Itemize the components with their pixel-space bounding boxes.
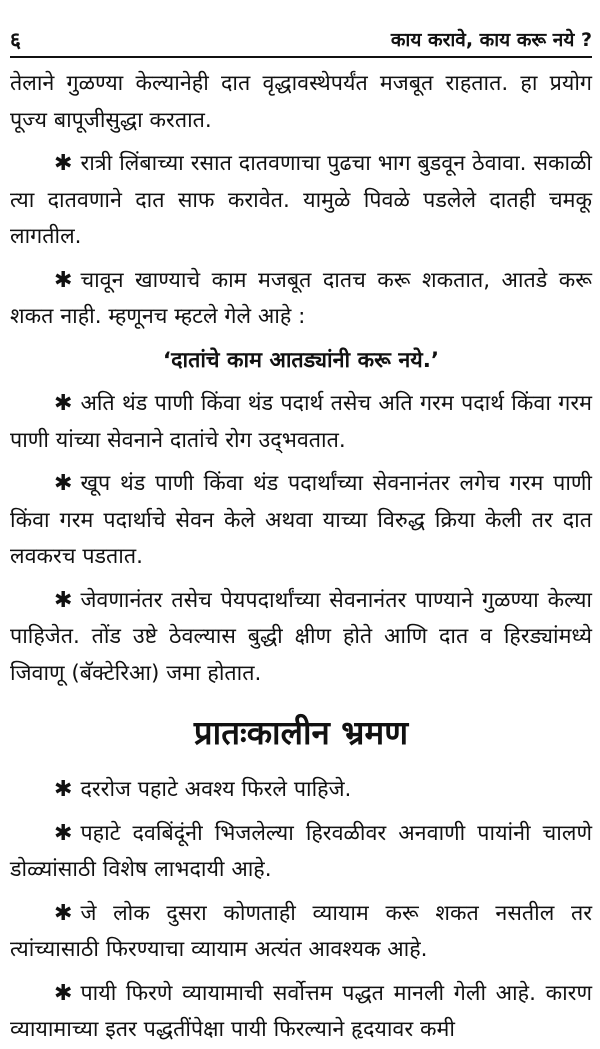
running-title: काय करावे, काय करू नये ? [390,29,592,51]
asterisk-bullet-icon: ✱ [54,900,73,926]
asterisk-bullet-icon: ✱ [54,587,73,613]
asterisk-bullet-icon: ✱ [54,391,73,416]
asterisk-bullet-icon: ✱ [54,820,73,846]
bullet-paragraph: ✱ पायी फिरणे व्यायामाची सर्वोत्तम पद्धत मानली गेली आहे. कारण व्यायामाच्या इतर पद्धतींपेक्षा पायी फिरल्याने हृदयावर कमी [10,976,592,1049]
asterisk-bullet-icon: ✱ [54,151,73,176]
bullet-paragraph: ✱ खूप थंड पाणी किंवा थंड पदार्थांच्या सेवनानंतर लगेच गरम पाणी किंवा गरम पदार्थाचे सेवन केले अथवा याच्या विरुद्ध क्रिया केली तर दात लवकरच पडतात. [10,466,592,576]
page-number: ६ [10,28,21,52]
bullet-paragraph: ✱ पहाटे दवबिंदूंनी भिजलेल्या हिरवळीवर अनवाणी पायांनी चालणे डोळ्यांसाठी विशेष लाभदायी आहे. [10,816,592,889]
bullet-paragraph: ✱ जे लोक दुसरा कोणताही व्यायाम करू शकत नसतील तर त्यांच्यासाठी फिरण्याचा व्यायाम अत्यंत आवश्यक आहे. [10,896,592,969]
quote-line: ‘दातांचे काम आतड्यांनी करू नये.’ [162,347,440,373]
asterisk-bullet-icon: ✱ [54,471,73,496]
bullet-paragraph: ✱ चावून खाण्याचे काम मजबूत दातच करू शकतात, आतडे करू शकत नाही. म्हणूनच म्हटले गेले आहे : [10,263,592,336]
bullet-paragraph: ✱ रात्री लिंबाच्या रसात दातवणाचा पुढचा भाग बुडवून ठेवावा. सकाळी त्या दातवणाने दात साफ करावेत. यामुळे पिवळे पडलेले दातही चमकू लागतील. [10,146,592,256]
page-body [10,66,592,1049]
asterisk-bullet-icon: ✱ [54,980,73,1006]
asterisk-bullet-icon: ✱ [54,267,73,293]
page-header [10,0,592,58]
bullet-paragraph: ✱ दररोज पहाटे अवश्य फिरले पाहिजे. [10,772,592,809]
asterisk-bullet-icon: ✱ [54,777,73,802]
bullet-paragraph: ✱ अति थंड पाणी किंवा थंड पदार्थ तसेच अति गरम पदार्थ किंवा गरम पाणी यांच्या सेवनाने दातांचे रोग उद्‌भवतात. [10,386,592,459]
bullet-paragraph: ✱ जेवणानंतर तसेच पेयपदार्थांच्या सेवनानंतर पाण्याने गुळण्या केल्या पाहिजेत. तोंड उष्टे ठेवल्यास बुद्धी क्षीण होते आणि दात व हिरड्यांमध्ये जिवाणू (बॅक्टेरिआ) जमा होतात. [10,583,592,693]
section-heading: प्रातःकालीन भ्रमण [193,713,409,752]
paragraph-continuation: तेलाने गुळण्या केल्यानेही दात वृद्धावस्थेपर्यंत मजबूत राहतात. हा प्रयोग पूज्य बापूजीसुद्धा करतात. [10,71,592,133]
